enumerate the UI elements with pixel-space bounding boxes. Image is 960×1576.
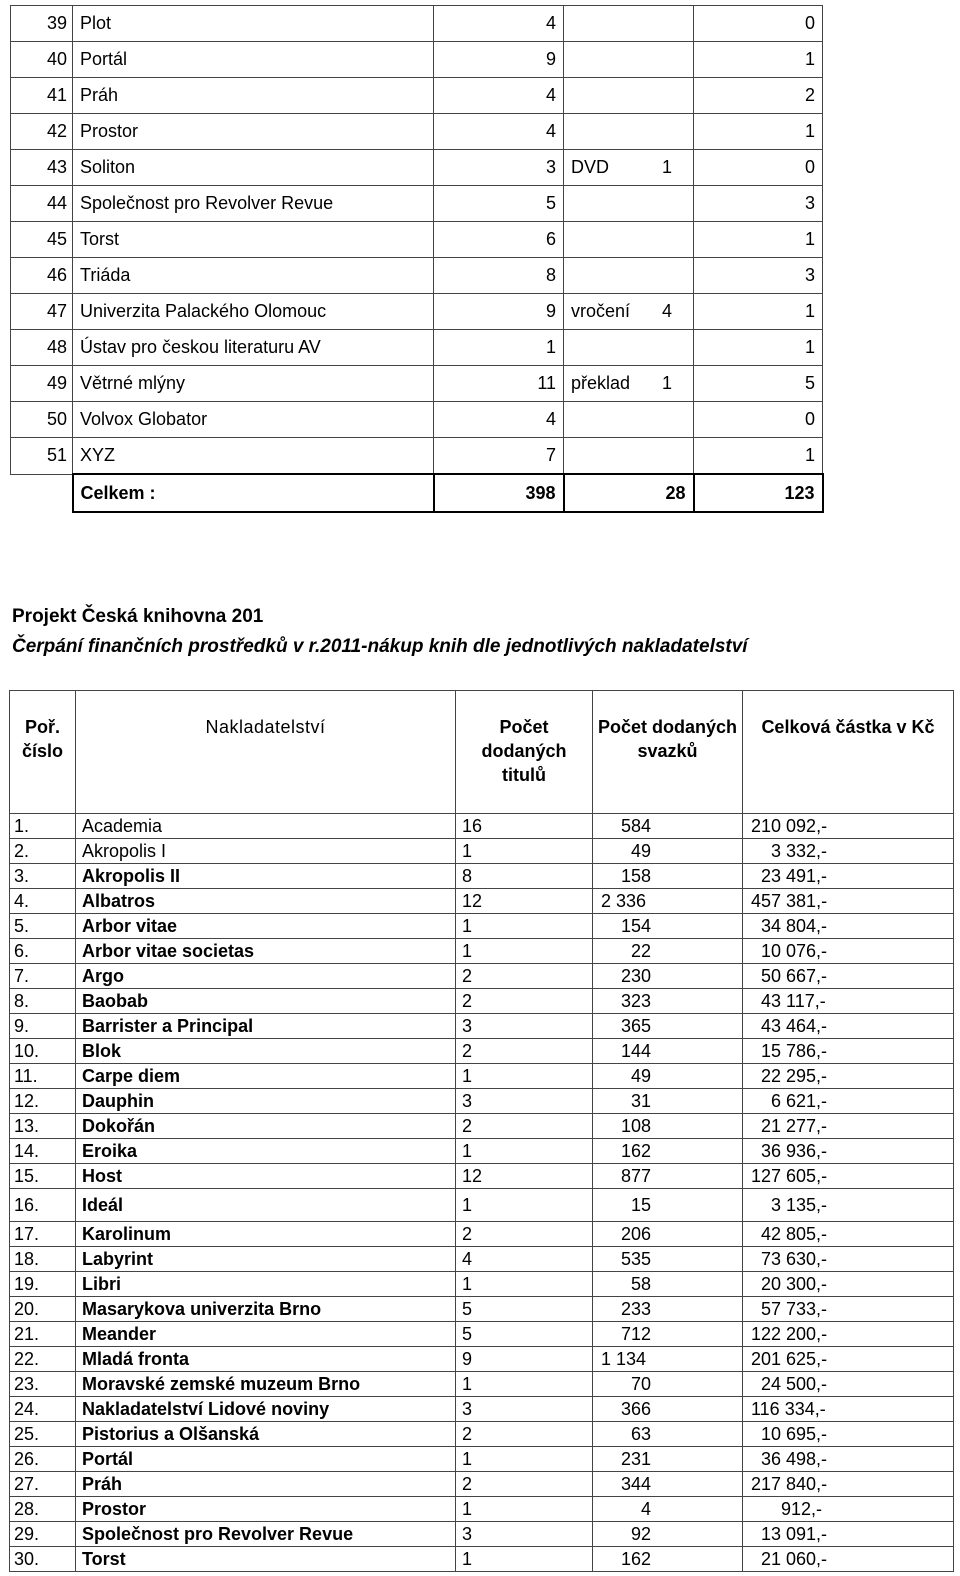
note-cell bbox=[564, 330, 694, 366]
volumes-count: 230 bbox=[593, 964, 743, 989]
amount-czk: 22 295,- bbox=[743, 1064, 954, 1089]
titles-count: 4 bbox=[434, 114, 564, 150]
titles-count: 4 bbox=[456, 1247, 593, 1272]
note-cell bbox=[564, 222, 694, 258]
titles-count: 1 bbox=[456, 1189, 593, 1222]
titles-count: 3 bbox=[434, 150, 564, 186]
amount-czk: 73 630,- bbox=[743, 1247, 954, 1272]
publisher-name: Masarykova univerzita Brno bbox=[76, 1297, 456, 1322]
publisher-name: Pistorius a Olšanská bbox=[76, 1422, 456, 1447]
amount-czk: 21 277,- bbox=[743, 1114, 954, 1139]
total-volumes: 123 bbox=[694, 474, 823, 512]
titles-count: 1 bbox=[456, 1372, 593, 1397]
titles-count: 2 bbox=[456, 964, 593, 989]
table-row bbox=[11, 186, 823, 222]
total-titles: 398 bbox=[434, 474, 564, 512]
publisher-name: Torst bbox=[73, 222, 434, 258]
titles-count: 7 bbox=[434, 438, 564, 475]
volumes-count: 162 bbox=[593, 1139, 743, 1164]
titles-count: 9 bbox=[434, 42, 564, 78]
table-row bbox=[11, 6, 823, 42]
publisher-name: Host bbox=[76, 1164, 456, 1189]
volumes-count: 2 336 bbox=[593, 889, 743, 914]
publisher-name: Univerzita Palackého Olomouc bbox=[73, 294, 434, 330]
volumes-count: 2 bbox=[694, 78, 823, 114]
amount-czk: 50 667,- bbox=[743, 964, 954, 989]
row-number: 49 bbox=[11, 366, 73, 402]
table-row bbox=[10, 1139, 954, 1164]
titles-count: 4 bbox=[434, 78, 564, 114]
amount-czk: 13 091,- bbox=[743, 1522, 954, 1547]
amount-czk: 122 200,- bbox=[743, 1322, 954, 1347]
publisher-name: Akropolis II bbox=[76, 864, 456, 889]
titles-count: 2 bbox=[456, 1222, 593, 1247]
publisher-name: Arbor vitae bbox=[76, 914, 456, 939]
amount-czk: 36 936,- bbox=[743, 1139, 954, 1164]
header-num: Poř. číslo bbox=[10, 691, 76, 814]
note-cell bbox=[564, 438, 694, 475]
row-number: 6. bbox=[10, 939, 76, 964]
volumes-count: 15 bbox=[593, 1189, 743, 1222]
volumes-count: 70 bbox=[593, 1372, 743, 1397]
publisher-name: Carpe diem bbox=[76, 1064, 456, 1089]
volumes-count: 0 bbox=[694, 6, 823, 42]
publisher-name: Prostor bbox=[73, 114, 434, 150]
note-value: 4 bbox=[661, 301, 672, 321]
publisher-name: Blok bbox=[76, 1039, 456, 1064]
table-row bbox=[10, 964, 954, 989]
table-row bbox=[10, 814, 954, 839]
volumes-count: 3 bbox=[694, 186, 823, 222]
row-number: 39 bbox=[11, 6, 73, 42]
titles-count: 12 bbox=[456, 889, 593, 914]
table-row bbox=[10, 1039, 954, 1064]
note-cell bbox=[564, 402, 694, 438]
table-row bbox=[10, 1222, 954, 1247]
row-number: 19. bbox=[10, 1272, 76, 1297]
table-row bbox=[11, 366, 823, 402]
table-row bbox=[10, 1422, 954, 1447]
volumes-count: 1 bbox=[694, 438, 823, 475]
project-title: Projekt Česká knihovna 201 bbox=[12, 606, 264, 627]
note-cell bbox=[564, 42, 694, 78]
volumes-count: 206 bbox=[593, 1222, 743, 1247]
row-number: 3. bbox=[10, 864, 76, 889]
row-number: 20. bbox=[10, 1297, 76, 1322]
row-number: 26. bbox=[10, 1447, 76, 1472]
publisher-name: Nakladatelství Lidové noviny bbox=[76, 1397, 456, 1422]
row-number: 23. bbox=[10, 1372, 76, 1397]
volumes-count: 1 134 bbox=[593, 1347, 743, 1372]
amount-czk: 23 491,- bbox=[743, 864, 954, 889]
table-row bbox=[10, 1272, 954, 1297]
amount-czk: 43 464,- bbox=[743, 1014, 954, 1039]
titles-count: 4 bbox=[434, 402, 564, 438]
titles-count: 2 bbox=[456, 1114, 593, 1139]
publisher-name: Práh bbox=[73, 78, 434, 114]
titles-count: 1 bbox=[456, 1272, 593, 1297]
publisher-name: Společnost pro Revolver Revue bbox=[76, 1522, 456, 1547]
titles-count: 3 bbox=[456, 1089, 593, 1114]
table-row bbox=[10, 839, 954, 864]
row-number: 1. bbox=[10, 814, 76, 839]
titles-count: 16 bbox=[456, 814, 593, 839]
table-row bbox=[10, 1114, 954, 1139]
publisher-name: Karolinum bbox=[76, 1222, 456, 1247]
table-row bbox=[10, 1247, 954, 1272]
publisher-name: Triáda bbox=[73, 258, 434, 294]
amount-czk: 127 605,- bbox=[743, 1164, 954, 1189]
publisher-name: Plot bbox=[73, 6, 434, 42]
table-row bbox=[10, 1472, 954, 1497]
publisher-name: Společnost pro Revolver Revue bbox=[73, 186, 434, 222]
publisher-name: Albatros bbox=[76, 889, 456, 914]
table-row bbox=[10, 1014, 954, 1039]
publisher-name: Dokořán bbox=[76, 1114, 456, 1139]
table-row bbox=[10, 989, 954, 1014]
publisher-name: Academia bbox=[76, 814, 456, 839]
volumes-count: 4 bbox=[593, 1497, 743, 1522]
volumes-count: 1 bbox=[694, 222, 823, 258]
row-number: 7. bbox=[10, 964, 76, 989]
header-volumes: Počet dodaných svazků bbox=[593, 691, 743, 814]
note-label: DVD bbox=[571, 157, 610, 177]
volumes-count: 0 bbox=[694, 402, 823, 438]
amount-czk: 912,- bbox=[743, 1497, 954, 1522]
titles-count: 5 bbox=[456, 1297, 593, 1322]
publisher-name: Ústav pro českou literaturu AV bbox=[73, 330, 434, 366]
table-row bbox=[10, 1297, 954, 1322]
volumes-count: 144 bbox=[593, 1039, 743, 1064]
table-row bbox=[10, 1397, 954, 1422]
amount-czk: 457 381,- bbox=[743, 889, 954, 914]
amount-czk: 15 786,- bbox=[743, 1039, 954, 1064]
row-number: 2. bbox=[10, 839, 76, 864]
publisher-name: Akropolis I bbox=[76, 839, 456, 864]
titles-count: 2 bbox=[456, 1422, 593, 1447]
table-row bbox=[10, 939, 954, 964]
titles-count: 1 bbox=[456, 1139, 593, 1164]
table-row bbox=[10, 1372, 954, 1397]
volumes-count: 584 bbox=[593, 814, 743, 839]
volumes-count: 154 bbox=[593, 914, 743, 939]
amount-czk: 57 733,- bbox=[743, 1297, 954, 1322]
row-number: 43 bbox=[11, 150, 73, 186]
row-number: 22. bbox=[10, 1347, 76, 1372]
volumes-count: 323 bbox=[593, 989, 743, 1014]
publisher-name: Baobab bbox=[76, 989, 456, 1014]
note-cell bbox=[564, 114, 694, 150]
table-row bbox=[10, 1547, 954, 1572]
row-number: 40 bbox=[11, 42, 73, 78]
amount-czk: 10 076,- bbox=[743, 939, 954, 964]
note-value: 1 bbox=[661, 373, 672, 393]
amount-czk: 43 117,- bbox=[743, 989, 954, 1014]
row-number: 44 bbox=[11, 186, 73, 222]
titles-count: 1 bbox=[456, 939, 593, 964]
publisher-name: Prostor bbox=[76, 1497, 456, 1522]
report-subtitle: Čerpání finančních prostředků v r.2011-nákup knih dle jednotlivých nakladatelství bbox=[12, 636, 748, 657]
note-cell bbox=[564, 6, 694, 42]
volumes-count: 49 bbox=[593, 1064, 743, 1089]
titles-count: 8 bbox=[456, 864, 593, 889]
amount-czk: 42 805,- bbox=[743, 1222, 954, 1247]
row-number: 15. bbox=[10, 1164, 76, 1189]
titles-count: 11 bbox=[434, 366, 564, 402]
publisher-volumes-table bbox=[10, 5, 824, 513]
titles-count: 5 bbox=[434, 186, 564, 222]
publisher-name: Ideál bbox=[76, 1189, 456, 1222]
amount-czk: 210 092,- bbox=[743, 814, 954, 839]
note-cell bbox=[564, 186, 694, 222]
table-row bbox=[11, 150, 823, 186]
amount-czk: 20 300,- bbox=[743, 1272, 954, 1297]
titles-count: 5 bbox=[456, 1322, 593, 1347]
volumes-count: 162 bbox=[593, 1547, 743, 1572]
publisher-name: Torst bbox=[76, 1547, 456, 1572]
table-row bbox=[10, 1322, 954, 1347]
titles-count: 2 bbox=[456, 989, 593, 1014]
table-row bbox=[11, 42, 823, 78]
table-row bbox=[11, 294, 823, 330]
volumes-count: 22 bbox=[593, 939, 743, 964]
row-number: 9. bbox=[10, 1014, 76, 1039]
volumes-count: 231 bbox=[593, 1447, 743, 1472]
volumes-count: 158 bbox=[593, 864, 743, 889]
purchases-table bbox=[9, 690, 954, 1572]
table-row bbox=[10, 864, 954, 889]
table-row bbox=[10, 889, 954, 914]
volumes-count: 877 bbox=[593, 1164, 743, 1189]
titles-count: 1 bbox=[456, 839, 593, 864]
row-number: 16. bbox=[10, 1189, 76, 1222]
volumes-count: 535 bbox=[593, 1247, 743, 1272]
table-row bbox=[11, 330, 823, 366]
table-row bbox=[11, 402, 823, 438]
row-number: 17. bbox=[10, 1222, 76, 1247]
titles-count: 3 bbox=[456, 1014, 593, 1039]
volumes-count: 92 bbox=[593, 1522, 743, 1547]
row-number: 47 bbox=[11, 294, 73, 330]
publisher-name: Volvox Globator bbox=[73, 402, 434, 438]
table-row bbox=[11, 114, 823, 150]
row-number: 13. bbox=[10, 1114, 76, 1139]
row-number: 51 bbox=[11, 438, 73, 475]
table-row bbox=[10, 1497, 954, 1522]
header-publisher: Nakladatelství bbox=[76, 691, 456, 814]
publisher-name: Labyrint bbox=[76, 1247, 456, 1272]
publisher-name: Moravské zemské muzeum Brno bbox=[76, 1372, 456, 1397]
note-cell bbox=[564, 294, 694, 330]
titles-count: 2 bbox=[456, 1039, 593, 1064]
volumes-count: 31 bbox=[593, 1089, 743, 1114]
volumes-count: 1 bbox=[694, 114, 823, 150]
publisher-name: Soliton bbox=[73, 150, 434, 186]
table-row bbox=[11, 78, 823, 114]
titles-count: 3 bbox=[456, 1397, 593, 1422]
amount-czk: 24 500,- bbox=[743, 1372, 954, 1397]
titles-count: 9 bbox=[456, 1347, 593, 1372]
amount-czk: 3 135,- bbox=[743, 1189, 954, 1222]
titles-count: 12 bbox=[456, 1164, 593, 1189]
amount-czk: 6 621,- bbox=[743, 1089, 954, 1114]
publisher-name: Barrister a Principal bbox=[76, 1014, 456, 1039]
volumes-count: 1 bbox=[694, 330, 823, 366]
amount-czk: 201 625,- bbox=[743, 1347, 954, 1372]
volumes-count: 1 bbox=[694, 42, 823, 78]
table-row bbox=[10, 1089, 954, 1114]
titles-count: 1 bbox=[456, 914, 593, 939]
total-label: Celkem : bbox=[73, 474, 434, 512]
publisher-name: Větrné mlýny bbox=[73, 366, 434, 402]
note-label: překlad bbox=[571, 373, 631, 393]
row-number: 10. bbox=[10, 1039, 76, 1064]
row-number: 14. bbox=[10, 1139, 76, 1164]
row-number: 30. bbox=[10, 1547, 76, 1572]
publisher-name: Dauphin bbox=[76, 1089, 456, 1114]
volumes-count: 233 bbox=[593, 1297, 743, 1322]
table-row bbox=[10, 1189, 954, 1222]
table-row bbox=[10, 1522, 954, 1547]
row-number: 4. bbox=[10, 889, 76, 914]
row-number: 21. bbox=[10, 1322, 76, 1347]
table-row bbox=[10, 1447, 954, 1472]
total-notes: 28 bbox=[564, 474, 694, 512]
titles-count: 1 bbox=[456, 1547, 593, 1572]
row-number: 27. bbox=[10, 1472, 76, 1497]
amount-czk: 36 498,- bbox=[743, 1447, 954, 1472]
titles-count: 8 bbox=[434, 258, 564, 294]
table-row bbox=[11, 258, 823, 294]
publisher-name: XYZ bbox=[73, 438, 434, 475]
amount-czk: 34 804,- bbox=[743, 914, 954, 939]
row-number: 25. bbox=[10, 1422, 76, 1447]
titles-count: 1 bbox=[434, 330, 564, 366]
volumes-count: 58 bbox=[593, 1272, 743, 1297]
table-row bbox=[10, 1164, 954, 1189]
row-number: 48 bbox=[11, 330, 73, 366]
publisher-name: Portál bbox=[76, 1447, 456, 1472]
row-number: 29. bbox=[10, 1522, 76, 1547]
row-number: 46 bbox=[11, 258, 73, 294]
publisher-name: Portál bbox=[73, 42, 434, 78]
volumes-count: 108 bbox=[593, 1114, 743, 1139]
publisher-name: Mladá fronta bbox=[76, 1347, 456, 1372]
table-row bbox=[10, 1347, 954, 1372]
table-row bbox=[10, 1064, 954, 1089]
titles-count: 6 bbox=[434, 222, 564, 258]
amount-czk: 21 060,- bbox=[743, 1547, 954, 1572]
volumes-count: 0 bbox=[694, 150, 823, 186]
amount-czk: 10 695,- bbox=[743, 1422, 954, 1447]
volumes-count: 344 bbox=[593, 1472, 743, 1497]
row-number: 8. bbox=[10, 989, 76, 1014]
titles-count: 4 bbox=[434, 6, 564, 42]
volumes-count: 712 bbox=[593, 1322, 743, 1347]
volumes-count: 49 bbox=[593, 839, 743, 864]
titles-count: 1 bbox=[456, 1497, 593, 1522]
note-cell bbox=[564, 150, 694, 186]
volumes-count: 365 bbox=[593, 1014, 743, 1039]
header-titles: Počet dodaných titulů bbox=[456, 691, 593, 814]
publisher-name: Argo bbox=[76, 964, 456, 989]
row-number: 18. bbox=[10, 1247, 76, 1272]
volumes-count: 1 bbox=[694, 294, 823, 330]
total-row bbox=[11, 474, 823, 512]
row-number: 42 bbox=[11, 114, 73, 150]
row-number: 11. bbox=[10, 1064, 76, 1089]
row-number: 12. bbox=[10, 1089, 76, 1114]
amount-czk: 217 840,- bbox=[743, 1472, 954, 1497]
table-row bbox=[10, 914, 954, 939]
table-row bbox=[11, 438, 823, 475]
row-number: 24. bbox=[10, 1397, 76, 1422]
row-number: 28. bbox=[10, 1497, 76, 1522]
publisher-name: Libri bbox=[76, 1272, 456, 1297]
row-number: 50 bbox=[11, 402, 73, 438]
table-row bbox=[11, 222, 823, 258]
volumes-count: 5 bbox=[694, 366, 823, 402]
volumes-count: 63 bbox=[593, 1422, 743, 1447]
titles-count: 2 bbox=[456, 1472, 593, 1497]
publisher-name: Eroika bbox=[76, 1139, 456, 1164]
titles-count: 1 bbox=[456, 1064, 593, 1089]
volumes-count: 3 bbox=[694, 258, 823, 294]
titles-count: 9 bbox=[434, 294, 564, 330]
titles-count: 3 bbox=[456, 1522, 593, 1547]
amount-czk: 116 334,- bbox=[743, 1397, 954, 1422]
row-number: 45 bbox=[11, 222, 73, 258]
note-cell bbox=[564, 78, 694, 114]
header-amount: Celková částka v Kč bbox=[743, 691, 954, 814]
publisher-name: Práh bbox=[76, 1472, 456, 1497]
publisher-name: Arbor vitae societas bbox=[76, 939, 456, 964]
amount-czk: 3 332,- bbox=[743, 839, 954, 864]
note-value: 1 bbox=[661, 157, 672, 177]
publisher-name: Meander bbox=[76, 1322, 456, 1347]
titles-count: 1 bbox=[456, 1447, 593, 1472]
note-cell bbox=[564, 258, 694, 294]
note-label: vročení bbox=[571, 301, 631, 321]
volumes-count: 366 bbox=[593, 1397, 743, 1422]
note-cell bbox=[564, 366, 694, 402]
row-number: 5. bbox=[10, 914, 76, 939]
row-number: 41 bbox=[11, 78, 73, 114]
table-header-row bbox=[10, 691, 954, 814]
